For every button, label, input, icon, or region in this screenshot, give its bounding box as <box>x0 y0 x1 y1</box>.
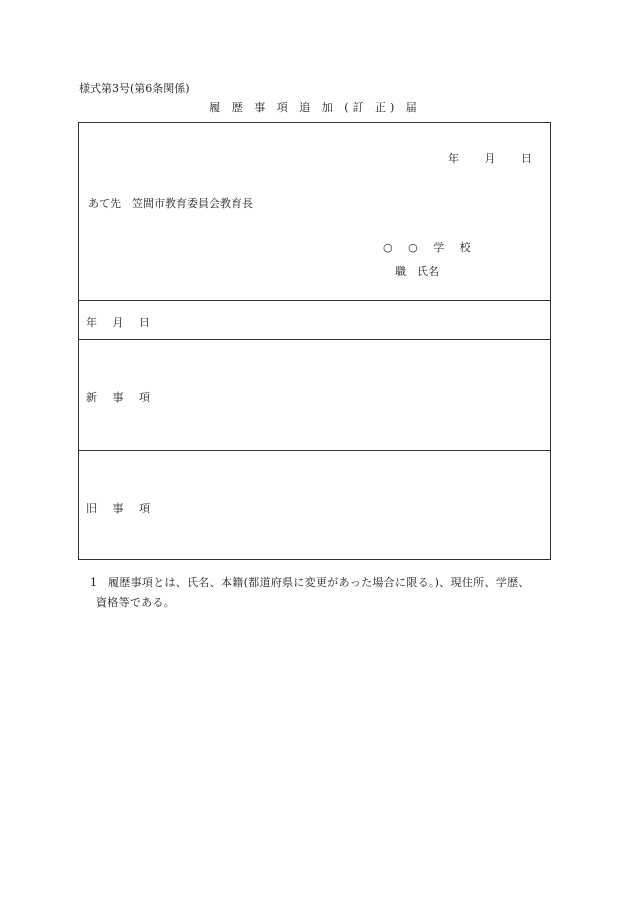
row-old-items-label: 旧 事 項 <box>86 502 156 515</box>
submission-date: 年 月 日 <box>448 152 532 165</box>
row-date-label: 年 月 日 <box>86 316 156 329</box>
footnote-text-line1: 履歴事項とは、氏名、本籍(都道府県に変更があった場合に限る。)、現住所、学歴、 <box>108 576 530 589</box>
row-new-items-label: 新 事 項 <box>86 391 156 404</box>
school-name: ○ ○ 学 校 <box>383 241 477 254</box>
form-table <box>78 122 551 560</box>
divider-new-items <box>79 450 550 451</box>
divider-date <box>79 339 550 340</box>
addressee: あて先 笠間市教育委員会教育長 <box>88 197 253 210</box>
position-and-name: 職 氏名 <box>395 265 439 278</box>
footnote <box>90 573 560 613</box>
document-title: 履 歴 事 項 追 加 (訂 正) 届 <box>209 101 421 114</box>
form-number: 様式第3号(第6条関係) <box>79 82 190 95</box>
footnote-text-line2: 資格等である。 <box>96 596 176 609</box>
footnote-number: 1 <box>90 576 97 589</box>
divider-header <box>79 300 550 301</box>
